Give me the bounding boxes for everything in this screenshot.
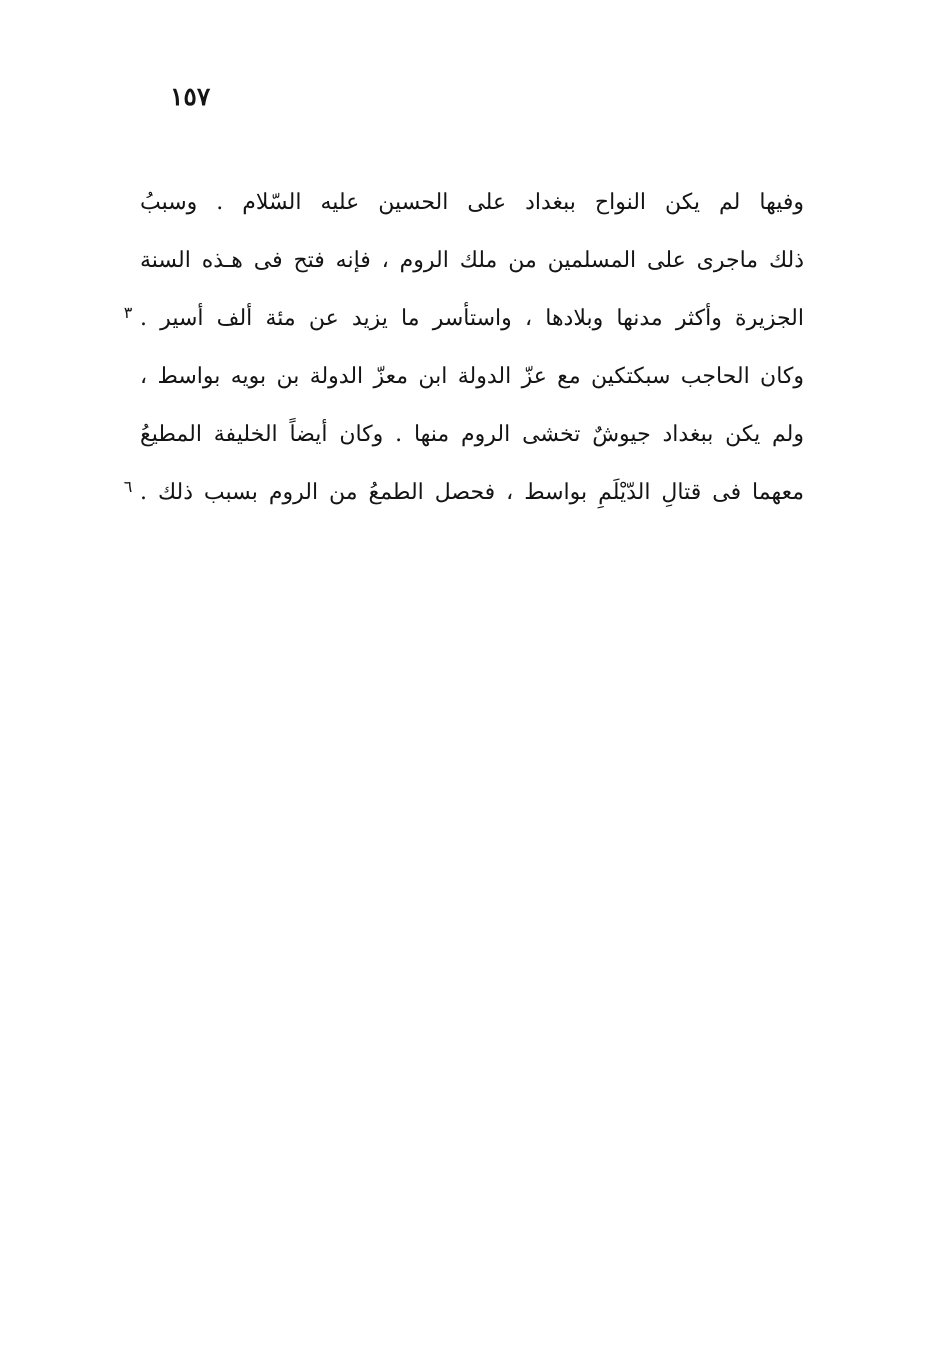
body-text [140, 180, 804, 528]
text-line-4: وكان الحاجب سبكتكين مع عزّ الدولة ابن معزّ الدولة بن بويه بواسط ، [140, 364, 804, 389]
line-marker-3: ٣ [123, 303, 133, 322]
line-marker-6: ٦ [123, 477, 133, 496]
page-number: ١٥٧ [170, 82, 211, 111]
text-line-1: وفيها لم يكن النواح ببغداد على الحسين عليه السّلام . وسببُ [140, 190, 804, 215]
text-line-3: الجزيرة وأكثر مدنها وبلادها ، واستأسر ما يزيد عن مئة ألف أسير . [140, 306, 804, 331]
text-line-2: ذلك ماجرى على المسلمين من ملك الروم ، فإنه فتح فى هـذه السنة [140, 248, 804, 273]
text-line-5: ولم يكن ببغداد جيوشٌ تخشى الروم منها . وكان أيضاً الخليفة المطيعُ [140, 422, 804, 447]
text-line-6: معهما فى قتالِ الدّيْلَمِ بواسط ، فحصل الطمعُ من الروم بسبب ذلك . [140, 480, 804, 505]
